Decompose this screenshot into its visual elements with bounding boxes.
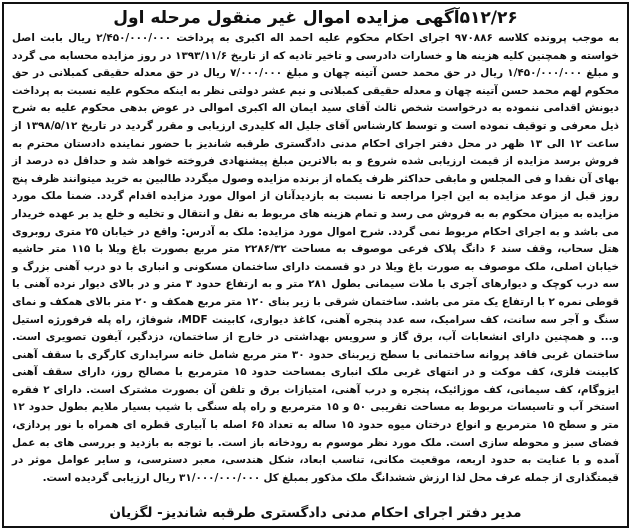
notice-footer-signature: مدیر دفتر اجرای احکام مدنی دادگستری طرقبه شاندیز- لگزیان: [109, 505, 522, 521]
notice-title: ۵۱۲/۲۶آگهی مزایده اموال غیر منقول مرحله اول: [113, 8, 518, 28]
notice-body: به موجب پرونده کلاسه ۹۷۰۸۸۶ اجرای احکام محکوم علیه احمد اله اکبری به پرداخت ۲/۴۵۰/۰۰۰/۰۰۰ ریال بابت اصل خواسته و همچنین کلیه هزینه ها و خسارات دادرسی و تاخیر تادیه که از تاریخ ۱۳۹۳/۱۱/۶ در روز مزایده محسابه می گردد و مبلغ ۱/۴۵۰/۰۰۰/۰۰۰ ریال در حق محمد حسن آتینه چهان و مبلغ ۷/۰۰۰/۰۰۰ ریال در حق معدله حقیقی کمبلانی در حق محکوم لهم محمد حسن آتینه چهان و معدله حقیقی کمبلانی و نیم عشر دولتی نظر به اینکه محکوم علیه نسبت به پرداخت دیونش اقدامی ننموده به درخواست شخص ثالث آقای سید ایمان اله اکبری اموالی در عوض بدهی محکوم علیه به شرح ذیل معرفی و توقیف نموده است و توسط کارشناس آقای جلیل اله کلیدری ارزیابی و مقرر گردید در تاریخ ۱۳۹۸/۵/۱۲ از ساعت ۱۲ الی ۱۳ ظهر در محل دفتر اجرای احکام مدنی دادگستری طرقبه شاندیز با حضور نماینده دادستان محترم به فروش برسد مزایده از قیمت ارزیابی شده شروع و به بالاترین مبلغ پیشنهادی فروخته خواهد شد و حداقل ده درصد از بهای آن نقدا و فی المجلس و مابقی حداکثر ظرف یکماه از برنده مزایده وصول میگردد طالبین به خرید میتوانند ظرف پنج روز قبل از موعد مزایده به این اجرا مراجعه تا نسبت به بازدیدآنان از اموال مورد مزایده اقدام گردد. ضمنا ملک مورد مزایده به میزان محکوم به به فروش می رسد و تمام هزینه های مربوط به نقل و انتقال و تخلیه و خلع ید بر عهده خریدار می باشد و به اجرای احکام مربوط نمی گردد. شرح اموال مورد مزایده: ملک به آدرس: واقع در خیابان ۲۵ متری روبروی هتل سحاب، وقف سند ۶ دانگ پلاک فرعی موصوف به مساحت ۲۲۸۶/۳۲ متر مربع بصورت باغ ویلا با ۱۱۵ متر حاشیه خیابان اصلی، ملک موصوف به صورت باغ ویلا در دو قسمت دارای ساختمان مسکونی و انباری با دو درب آهنی بزرگ و سه درب کوچک و دیوارهای آجری با ملات سیمانی بطول ۲۸۱ متر و به ارتفاع حدود ۳ متر و در بالای دیوار نرده آهنی با قوطی نمره ۲ با ارتفاع یک متر می باشد. ساختمان شرقی با زیر بنای ۱۲۰ متر مربع همکف و ۲۰ متر بالای همکف و نمای سنگ و آجر سه سانت، کف سرامیک، سه عدد پنجره آهنی، کاغذ دیواری، کابینت MDF، شوفاژ، راه پله فرفورژه استیل و... و همچنین دارای انشعابات آب، برق گاز و سرویس بهداشتی در خارج از ساختمان، دزدگیر، آیفون تصویری است. ساختمان غربی فاقد پروانه ساختمانی با سطح زیربنای حدود ۳۰ متر مربع شامل خانه سرایداری کارگری با سقف آهنی کابینت فلزی، کف موکت و در انتهای غربی ملک انباری بمساحت حدود ۱۵ مترمربع با مصالح روز، دارای سقف آهنی ایزوگام، کف سیمانی، کف موزائیک، پنجره و درب آهنی، امتیازات برق و تلفن آن بصورت مشترک است. دارای ۲ فقره استخر آب و تاسیسات مربوط به مساحت تقریبی ۵۰ و ۱۵ مترمربع و راه پله سنگی با شیب بسیار ملایم بطول حدود ۱۲ متر و سطح ۱۵ مترمربع و انواع درختان میوه حدود ۱۵ ساله به تعداد ۶۵ اصله با آبیاری قطره ای همراه با نور پردازی، فضای سبز و محوطه سازی است. ملک مورد نظر موسوم به رودخانه باز است. با توجه به بازدید و بررسی های به عمل آمده و با عنایت به حدود اربعه، موقعیت مکانی، تناسب ابعاد، شکل هندسی، معبر دسترسی، و سایر عوامل موثر در قیمتگذاری از جمله عرف محل لذا ارزش ششدانگ ملک مذکور بمبلغ کل ۳۱/۰۰۰/۰۰۰/۰۰۰ ریال ارزیابی گردیده است.: [12, 32, 620, 484]
notice-frame: [2, 2, 629, 528]
